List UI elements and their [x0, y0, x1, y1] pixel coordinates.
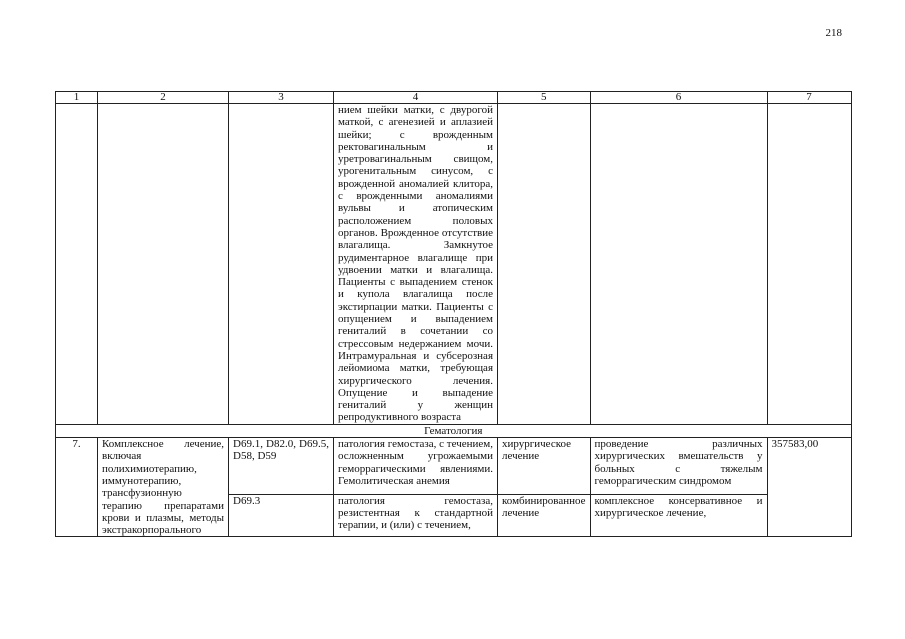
- treatment-method: проведение различных хирургических вмешательств у больных с тяжелым геморрагическим синдромом: [590, 438, 767, 495]
- column-number-7: 7: [767, 92, 851, 104]
- column-number-row: [56, 92, 852, 104]
- treatment-type: комбинированное лечение: [498, 494, 591, 537]
- patient-model: патология гемостаза, резистентная к стандартной терапии, и (или) с течением,: [334, 494, 498, 537]
- column-number-2: 2: [98, 92, 229, 104]
- continuation-row: [56, 104, 852, 425]
- treatment-method: комплексное консервативное и хирургическое лечение,: [590, 494, 767, 537]
- cont-cell-6: [590, 104, 767, 425]
- entry-method-name: Комплексное лечение, включая полихимиотерапию, иммунотерапию, трансфузионную терапию препаратами крови и плазмы, методы экстракорпорального: [98, 438, 229, 537]
- section-row: [56, 424, 852, 437]
- column-number-3: 3: [229, 92, 334, 104]
- cont-cell-7: [767, 104, 851, 425]
- cont-cell-5: [498, 104, 591, 425]
- column-number-1: 1: [56, 92, 98, 104]
- cont-cell-3: [229, 104, 334, 425]
- icd-codes: D69.1, D82.0, D69.5, D58, D59: [229, 438, 334, 495]
- cont-cell-2: [98, 104, 229, 425]
- patient-model: патология гемостаза, с течением, осложненным угрожаемыми геморрагическими явлениями. Гемолитическая анемия: [334, 438, 498, 495]
- treatment-type: хирургическое лечение: [498, 438, 591, 495]
- section-title: Гематология: [56, 424, 852, 437]
- column-number-6: 6: [590, 92, 767, 104]
- cont-cell-1: [56, 104, 98, 425]
- entry-row-7a: [56, 438, 852, 495]
- cont-diagnosis-text: нием шейки матки, с двурогой маткой, с агенезией и аплазией шейки; с врожденным ректовагинальным и уретровагинальным свищом, урогенитальным синусом, с врожденной аномалией клитора, с врожденными аномалиями вульвы и атопическим расположением половых органов. Врожденное отсутствие влагалища. Замкнутое рудиментарное влагалище при удвоении матки и влагалища. Пациенты с выпадением стенок и купола влагалища после экстирпации матки. Пациенты с опущением и выпадением гениталий в сочетании со стрессовым недержанием мочи. Интрамуральная и субсерозная лейомиома матки, требующая хирургического лечения. Опущение и выпадение гениталий у женщин репродуктивного возраста: [334, 104, 498, 425]
- entry-number: 7.: [56, 438, 98, 537]
- column-number-5: 5: [498, 92, 591, 104]
- medical-care-table: [55, 91, 852, 537]
- icd-codes: D69.3: [229, 494, 334, 537]
- page-number: 218: [825, 27, 842, 39]
- price-value: 357583,00: [767, 438, 851, 537]
- column-number-4: 4: [334, 92, 498, 104]
